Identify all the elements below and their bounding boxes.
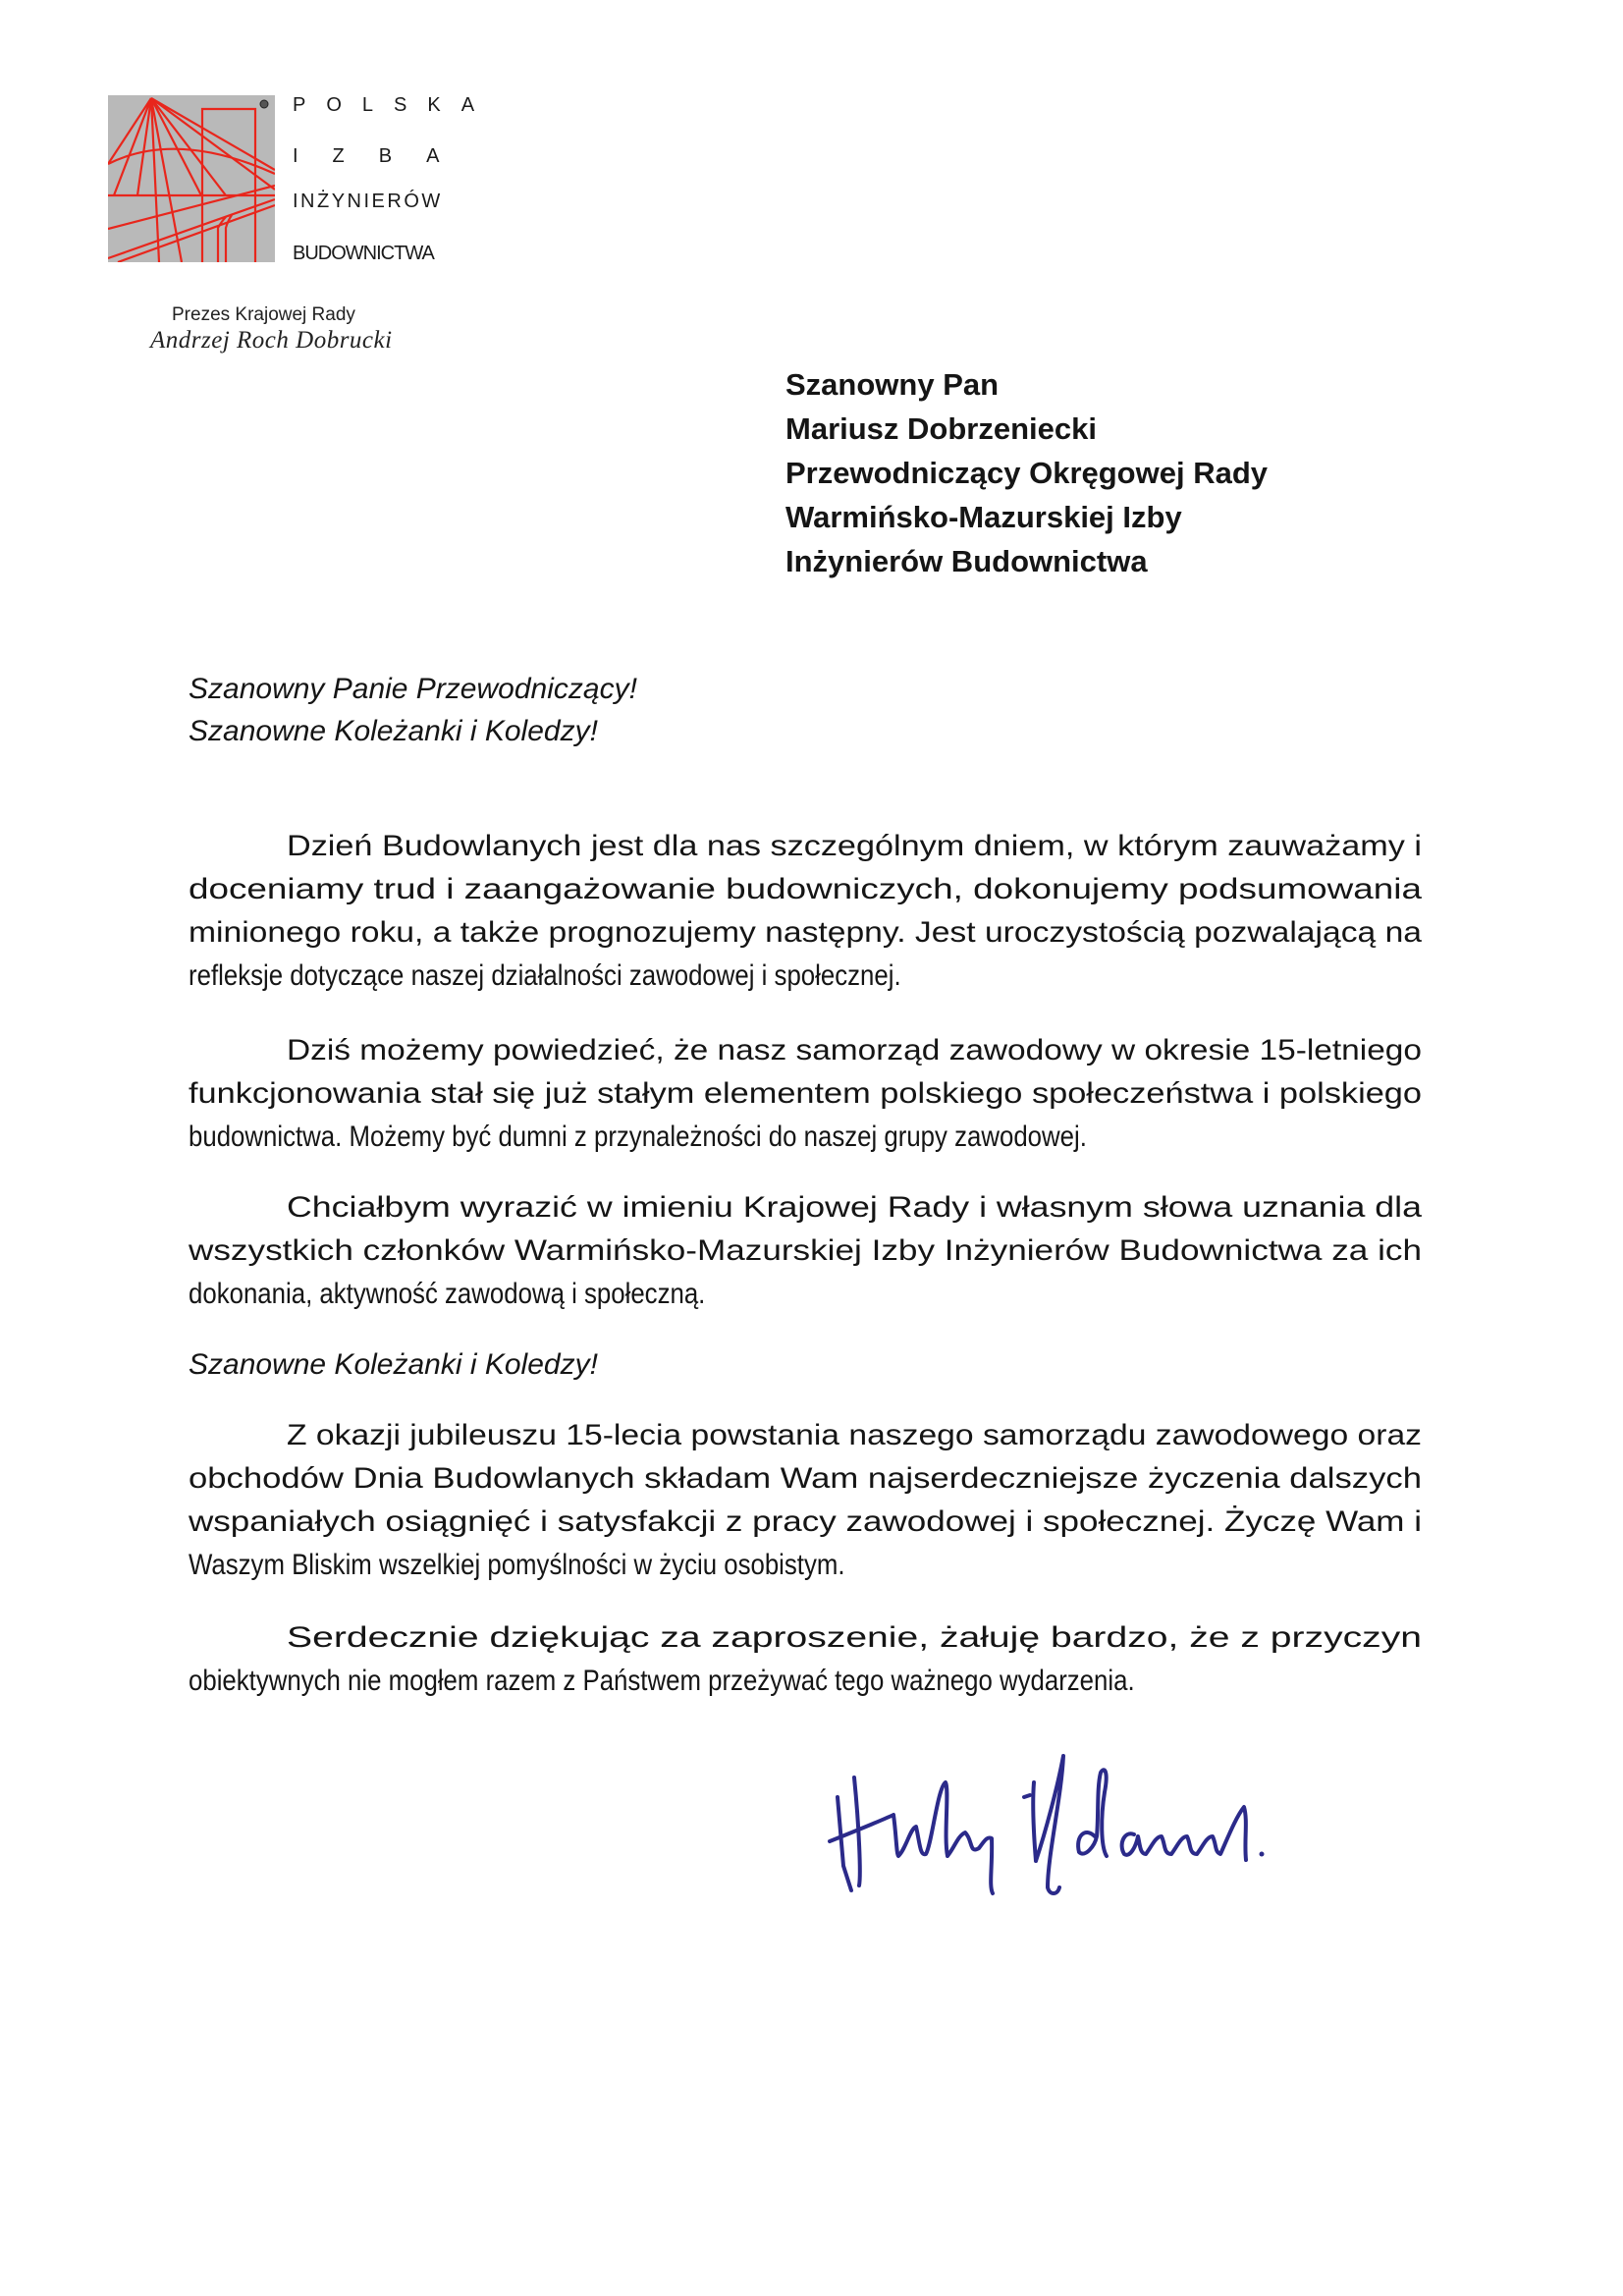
paragraph-line: funkcjonowania stał się już stałym elementem polskiego społeczeństwa i polskiego: [189, 1077, 1422, 1110]
paragraph-line: Waszym Bliskim wszelkiej pomyślności w życiu osobistym.: [189, 1549, 845, 1581]
paragraph-line: Dziś możemy powiedzieć, że nasz samorząd zawodowy w okresie 15-letniego: [287, 1034, 1422, 1066]
body-paragraph-3: [189, 1186, 1422, 1316]
addressee-line: Inżynierów Budownictwa: [785, 544, 1148, 578]
org-name-line-3: INŻYNIERÓW: [293, 191, 443, 212]
paragraph-line: wspaniałych osiągnięć i satysfakcji z pracy zawodowej i społecznej. Życzę Wam i: [189, 1505, 1422, 1538]
body-paragraph-1: [189, 825, 1422, 998]
paragraph-line: Serdecznie dziękując za zaproszenie, żałuję bardzo, że z przyczyn: [287, 1621, 1422, 1654]
salutation-line: Szanowny Panie Przewodniczący!: [189, 673, 637, 705]
paragraph-line: obiektywnych nie mogłem razem z Państwem przeżywać tego ważnego wydarzenia.: [189, 1665, 1135, 1697]
sender-name: Andrzej Roch Dobrucki: [150, 327, 393, 354]
org-name-line-4: BUDOWNICTWA: [293, 243, 434, 264]
handwritten-signature-icon: [800, 1738, 1389, 1925]
body-paragraph-2: [189, 1029, 1422, 1159]
paragraph-line: Z okazji jubileuszu 15-lecia powstania naszego samorządu zawodowego oraz: [287, 1419, 1422, 1451]
paragraph-line: refleksje dotyczące naszej działalności zawodowej i społecznej.: [189, 959, 901, 992]
addressee-line: Szanowny Pan: [785, 367, 1000, 402]
paragraph-line: budownictwa. Możemy być dumni z przynależności do naszej grupy zawodowej.: [189, 1121, 1087, 1153]
paragraph-line: Chciałbym wyrazić w imieniu Krajowej Rady i własnym słowa uznania dla: [287, 1191, 1422, 1224]
org-name-line-2: IZBA: [293, 145, 474, 167]
salutation: [189, 668, 637, 752]
piib-bridge-logo-icon: [108, 95, 275, 262]
paragraph-line: wszystkich członków Warmińsko-Mazurskiej Izby Inżynierów Budownictwa za ich: [189, 1234, 1422, 1267]
sender-title: Prezes Krajowej Rady: [172, 304, 355, 325]
org-name-line-1: POLSKA: [293, 94, 496, 116]
addressee-block: [785, 362, 1268, 583]
salutation-2: Szanowne Koleżanki i Koledzy!: [189, 1348, 598, 1381]
paragraph-line: Dzień Budowlanych jest dla nas szczególnym dniem, w którym zauważamy i: [287, 830, 1422, 862]
addressee-line: Warmińsko-Mazurskiej Izby: [785, 500, 1182, 534]
salutation-line: Szanowne Koleżanki i Koledzy!: [189, 715, 598, 747]
body-paragraph-5: [189, 1616, 1422, 1703]
addressee-line: Przewodniczący Okręgowej Rady: [785, 456, 1269, 490]
paragraph-line: dokonania, aktywność zawodową i społeczną.: [189, 1278, 706, 1310]
paragraph-line: obchodów Dnia Budowlanych składam Wam najserdeczniejsze życzenia dalszych: [189, 1462, 1422, 1495]
addressee-line: Mariusz Dobrzeniecki: [785, 411, 1097, 446]
body-paragraph-4: [189, 1414, 1422, 1587]
paragraph-line: minionego roku, a także prognozujemy następny. Jest uroczystością pozwalającą na: [189, 916, 1422, 949]
paragraph-line: doceniamy trud i zaangażowanie budowniczych, dokonujemy podsumowania: [189, 873, 1422, 905]
